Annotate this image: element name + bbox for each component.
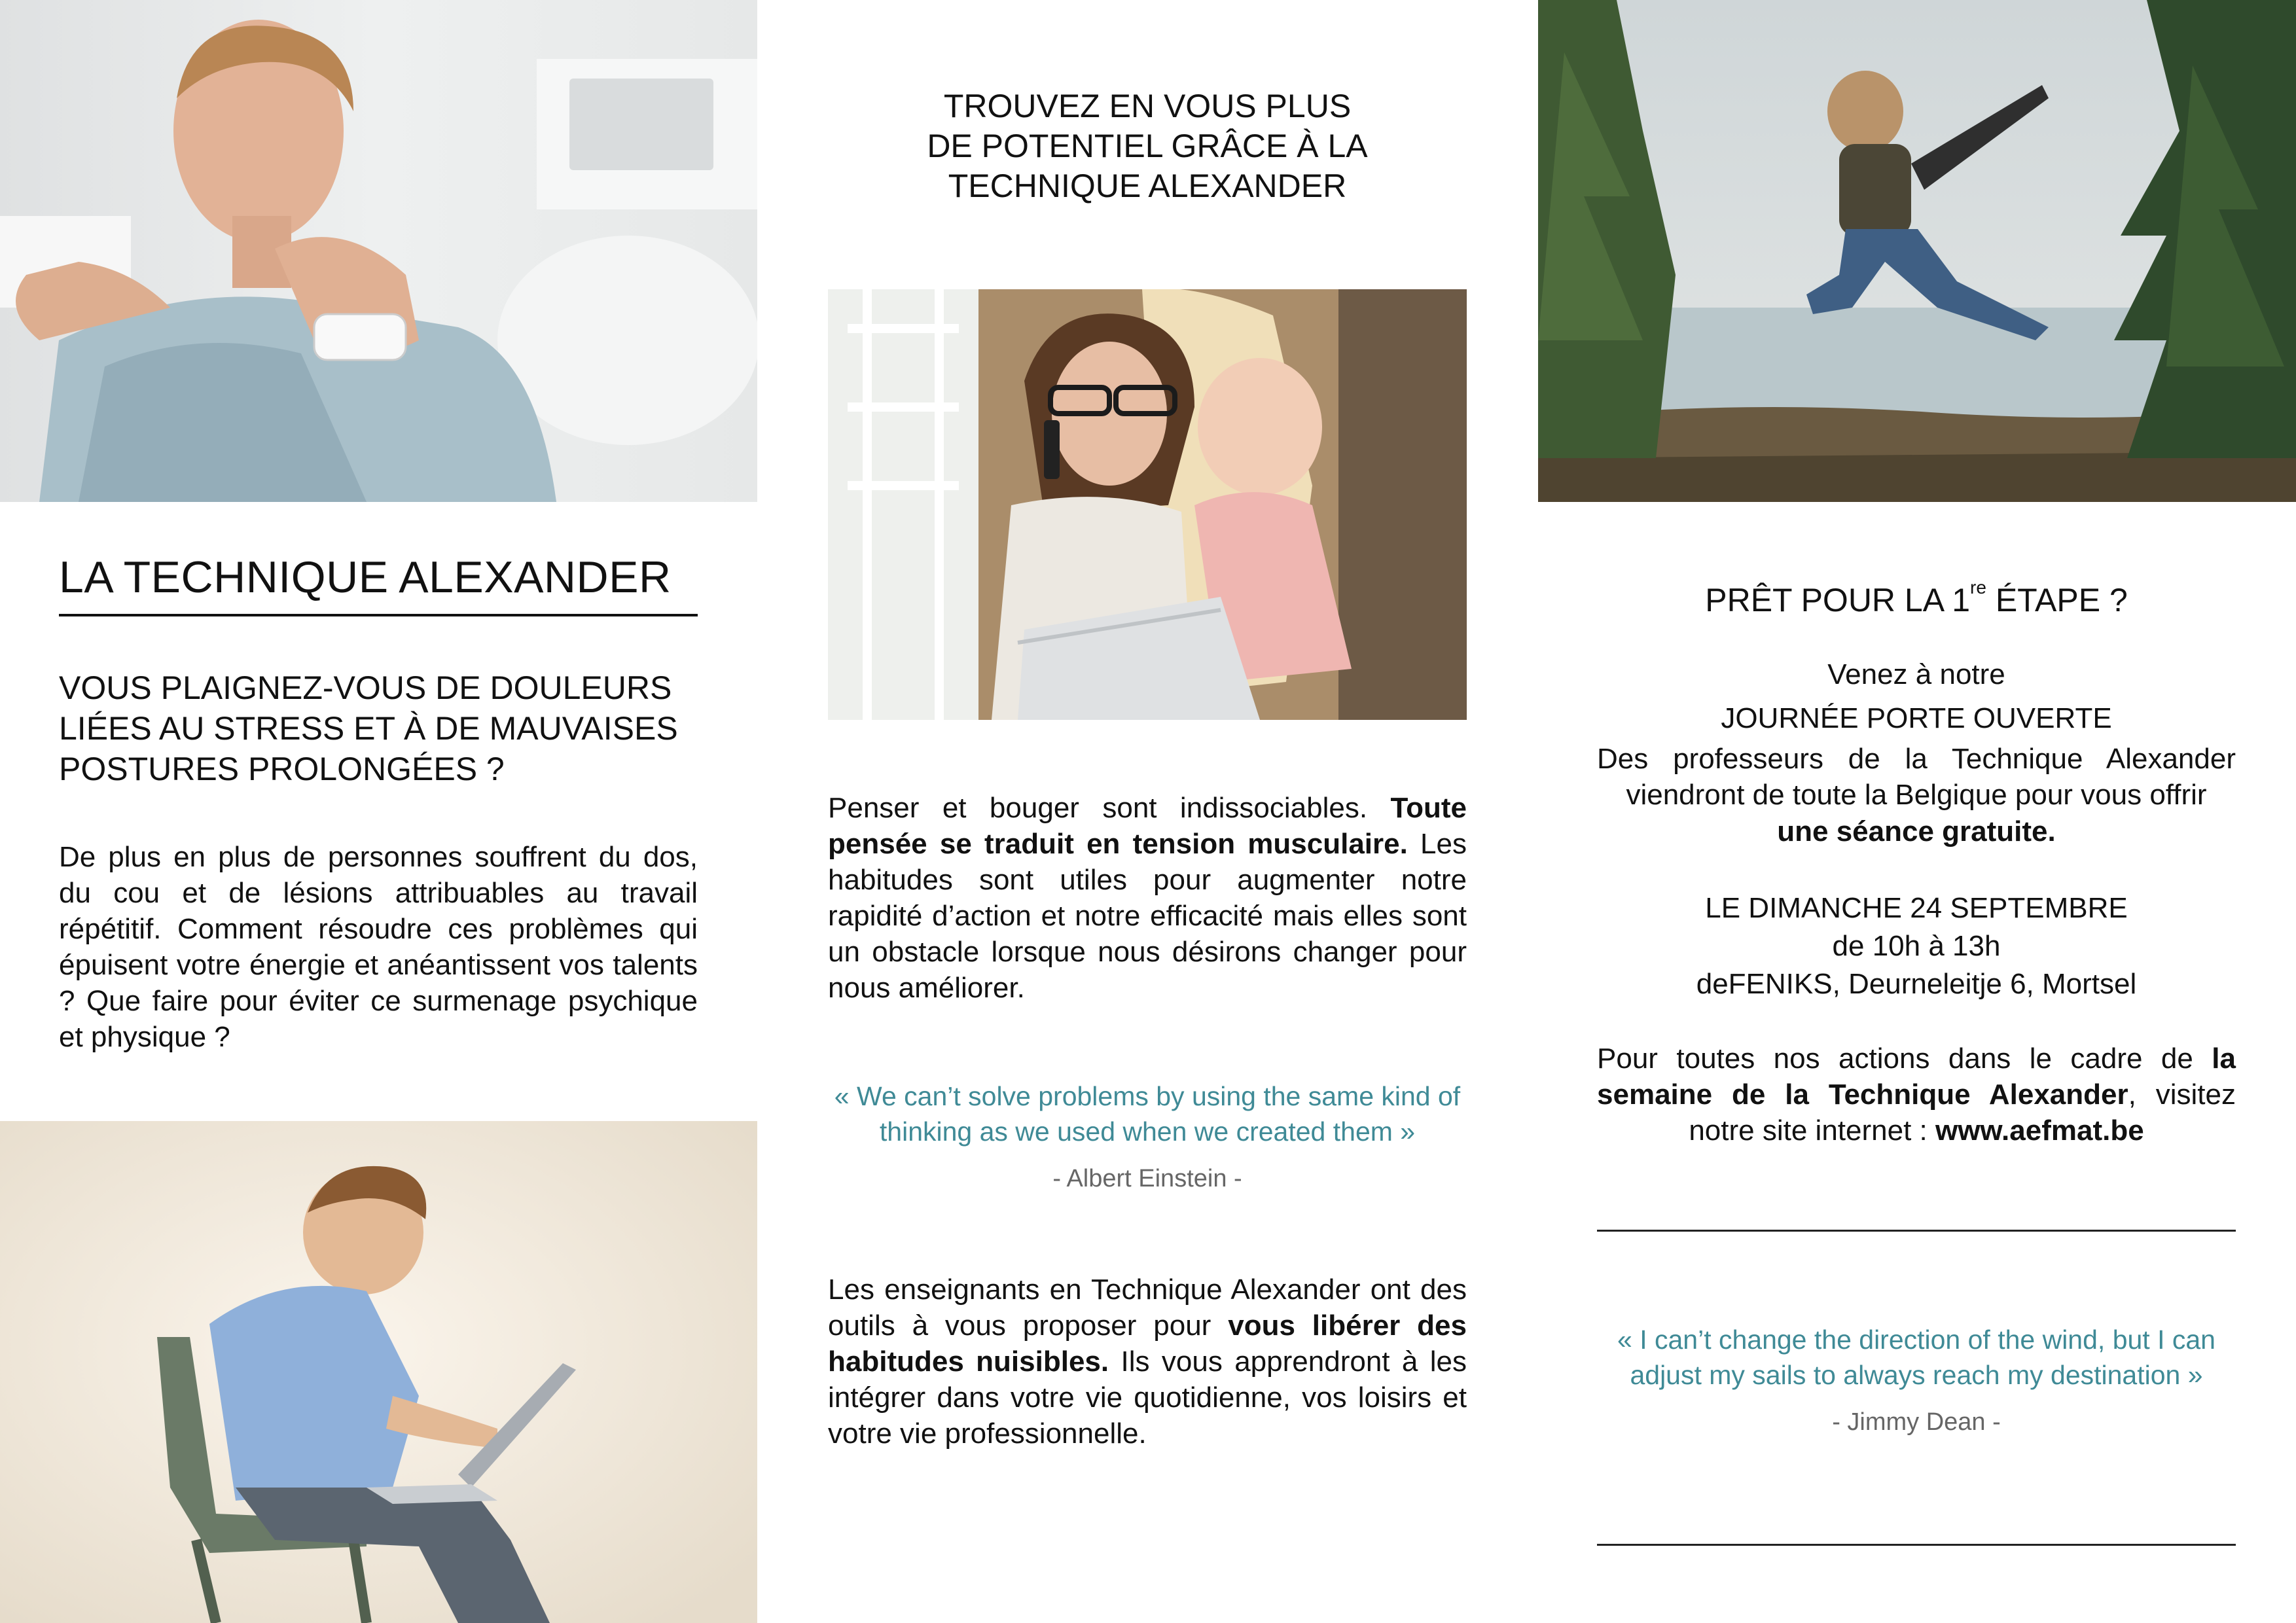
event-location: deFENIKS, Deurneleitje 6, Mortsel xyxy=(1696,968,2137,1000)
event-hours: de 10h à 13h xyxy=(1832,930,2001,962)
main-title: LA TECHNIQUE ALEXANDER xyxy=(59,552,672,602)
divider-bottom xyxy=(1597,1544,2236,1546)
text-run: , visitez notre site internet : xyxy=(1689,1079,2236,1147)
website-link[interactable]: www.aefmat.be xyxy=(1935,1115,2144,1147)
divider-top xyxy=(1597,1230,2236,1232)
title-underline xyxy=(59,614,698,616)
einstein-quote-author: - Albert Einstein - xyxy=(1052,1165,1242,1192)
teachers-offer: Des professeurs de la Technique Alexander viendront de toute la Belgique pour vous offrir xyxy=(1597,743,2236,811)
boy-laptop-posture-photo xyxy=(0,1121,757,1623)
jimmy-dean-quote: « I can’t change the direction of the wind, but I can adjust my sails to always reach my destination » xyxy=(1617,1325,2215,1390)
middle-heading xyxy=(828,86,1467,206)
intro-paragraph: De plus en plus de personnes souffrent du dos, du cou et de lésions attribuables au travail répétitif. Comment résoudre ces problèmes qui épuisent votre énergie et anéantissent vos talents ? Que faire pour éviter ce surmenage psychique et physique ? xyxy=(59,841,698,1053)
bold-text-run: Toute pensée se traduit en tension musculaire. xyxy=(828,792,1467,860)
einstein-quote: « We can’t solve problems by using the same kind of thinking as we used when we created them » xyxy=(834,1081,1461,1147)
mother-baby-laptop-photo xyxy=(828,289,1467,720)
teachers-paragraph xyxy=(828,1272,1467,1452)
website-paragraph xyxy=(1597,1041,2236,1149)
open-day-title: JOURNÉE PORTE OUVERTE xyxy=(1721,702,2112,734)
man-neck-pain-photo xyxy=(0,0,757,502)
text-run: Pour toutes nos actions dans le cadre de xyxy=(1597,1043,2212,1075)
bold-text-run: la semaine de la Technique Alexander xyxy=(1597,1043,2236,1111)
jumping-person-photo xyxy=(1538,0,2296,502)
bold-text-run: vous libérer des habitudes nuisibles. xyxy=(828,1310,1467,1378)
middle-heading-line: TECHNIQUE ALEXANDER xyxy=(948,168,1347,204)
text-run: PRÊT POUR LA 1 xyxy=(1705,582,1971,618)
middle-heading-line: TROUVEZ EN VOUS PLUS xyxy=(943,88,1352,124)
free-session: une séance gratuite. xyxy=(1777,815,2056,847)
thinking-movement-paragraph xyxy=(828,790,1467,1006)
text-run: ÉTAPE ? xyxy=(1986,582,2128,618)
text-run: Les habitudes sont utiles pour augmenter notre rapidité d’action et notre efficacité mais elles sont un obstacle lorsque nous désirons changer pour nous améliorer. xyxy=(828,828,1467,1004)
text-run: Les enseignants en Technique Alexander ont des outils à vous proposer pour xyxy=(828,1274,1467,1342)
text-run: Penser et bouger sont indissociables. xyxy=(828,792,1391,824)
subtitle-line: POSTURES PROLONGÉES ? xyxy=(59,751,505,787)
subtitle-line: LIÉES AU STRESS ET À DE MAUVAISES xyxy=(59,710,678,747)
middle-heading-line: DE POTENTIEL GRÂCE À LA xyxy=(927,128,1368,164)
jimmy-dean-quote-author: - Jimmy Dean - xyxy=(1832,1408,2001,1436)
text-run: Ils vous apprendront à les intégrer dans votre vie quotidienne, vos loisirs et votre vie professionnelle. xyxy=(828,1346,1467,1450)
subtitle-question xyxy=(59,668,698,789)
ready-heading xyxy=(1597,577,2236,619)
superscript: re xyxy=(1970,577,1986,597)
invite-line: Venez à notre xyxy=(1827,658,2005,690)
event-date: LE DIMANCHE 24 SEPTEMBRE xyxy=(1705,892,2128,924)
subtitle-line: VOUS PLAIGNEZ-VOUS DE DOULEURS xyxy=(59,669,672,706)
